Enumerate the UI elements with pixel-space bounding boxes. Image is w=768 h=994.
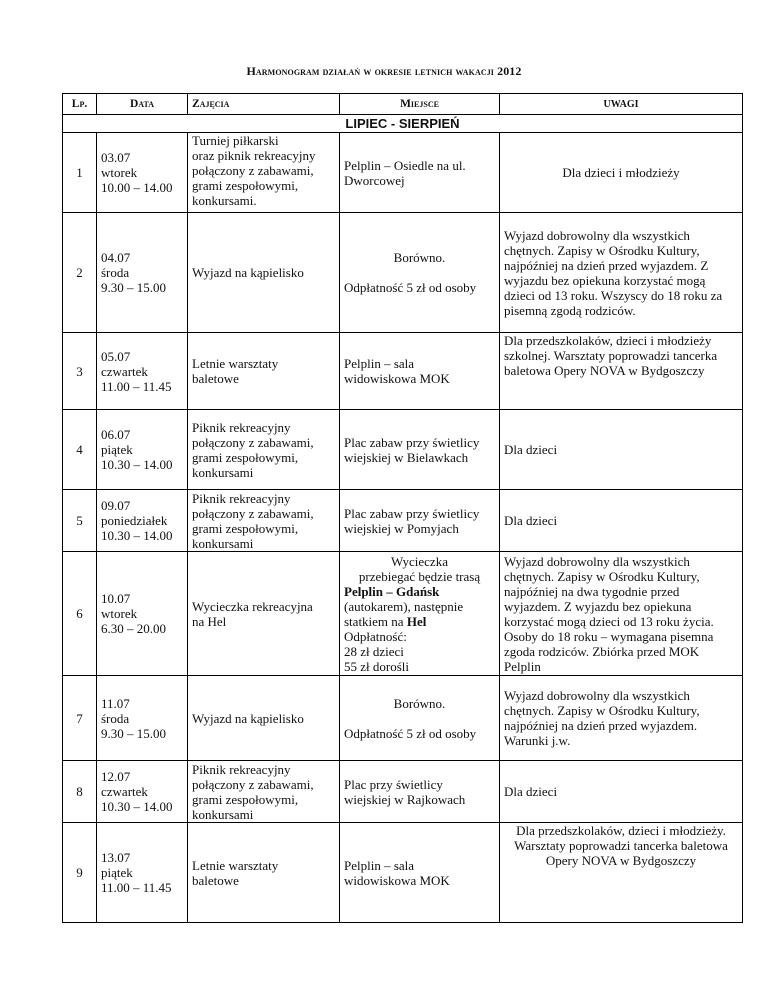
row-number: 7 [63,676,97,761]
row-number: 4 [63,410,97,490]
row-place [340,213,500,333]
table-row [63,490,743,552]
row-date: 04.07 środa 9.30 – 15.00 [97,213,188,333]
row-activity: Letnie warsztaty baletowe [188,823,340,923]
row-place: Plac przy świetlicy wiejskiej w Rajkowach [340,761,500,823]
row-notes: Wyjazd dobrowolny dla wszystkich chętnych. Zapisy w Ośrodku Kultury, najpóźniej na dzień przed wyjazdem. Z wyjazdu bez opiekuna korzystać mogą dzieci od 13 roku. Wszyscy do 18 roku za pisemną zgodą rodziców. [500,213,743,333]
row-date: 11.07 środa 9.30 – 15.00 [97,676,188,761]
row-activity: Piknik rekreacyjny połączony z zabawami, grami zespołowymi, konkursami [188,761,340,823]
row-number: 1 [63,133,97,213]
header-place: Miejsce [340,94,500,115]
route-text: Pelplin – Gdańsk [344,583,440,599]
row-date: 09.07 poniedziałek 10.30 – 14.00 [97,490,188,552]
row-place: Plac zabaw przy świetlicy wiejskiej w Bielawkach [340,410,500,490]
row-number: 8 [63,761,97,823]
row-activity: Piknik rekreacyjny połączony z zabawami, grami zespołowymi, konkursami [188,410,340,490]
row-activity: Letnie warsztaty baletowe [188,333,340,410]
table-row [63,552,743,676]
schedule-table [62,93,743,923]
header-activity: Zajęcia [188,94,340,115]
table-row [63,133,743,213]
row-place: Pelplin – Osiedle na ul. Dworcowej [340,133,500,213]
row-date: 10.07 wtorek 6.30 – 20.00 [97,552,188,676]
section-row [63,115,743,133]
section-heading: LIPIEC - SIERPIEŃ [63,115,743,133]
row-activity: Wyjazd na kąpielisko [188,213,340,333]
row-place [340,552,500,676]
row-date: 12.07 czwartek 10.30 – 14.00 [97,761,188,823]
row-notes: Dla dzieci [500,761,743,823]
row-place: Pelplin – sala widowiskowa MOK [340,823,500,923]
row-notes: Wyjazd dobrowolny dla wszystkich chętnych. Zapisy w Ośrodku Kultury, najpóźniej na dwa tygodnie przed wyjazdem. Z wyjazdu bez opiekuna korzystać mogą dzieci od 13 roku życia. Osoby do 18 roku – wymagana pisemna zgoda rodziców. Zbiórka przed MOK Pelplin [500,552,743,676]
row-place: Pelplin – sala widowiskowa MOK [340,333,500,410]
place-line: Odpłatność 5 zł od osoby [344,280,477,295]
table-row [63,410,743,490]
row-notes: Dla dzieci i młodzieży [500,133,743,213]
row-activity: Turniej piłkarski oraz piknik rekreacyjny połączony z zabawami, grami zespołowymi, konkursami. [188,133,340,213]
row-number: 2 [63,213,97,333]
place-intro: Wycieczka przebiegać będzie trasą [358,553,481,584]
document-title: Harmonogram działań w okresie letnich wakacji 2012 [246,64,522,78]
row-number: 5 [63,490,97,552]
row-number: 6 [63,552,97,676]
header-notes: UWAGI [500,94,743,115]
row-date: 13.07 piątek 11.00 – 11.45 [97,823,188,923]
row-notes: Dla przedszkolaków, dzieci i młodzieży. Warsztaty poprowadzi tancerka baletowa Opery NOVA w Bydgoszczy [500,823,743,923]
place-fees: Odpłatność: 28 zł dzieci 55 zł dorośli [344,628,409,674]
row-number: 3 [63,333,97,410]
row-place [340,676,500,761]
table-row [63,213,743,333]
row-date: 03.07 wtorek 10.00 – 14.00 [97,133,188,213]
row-activity: Wyjazd na kąpielisko [188,676,340,761]
row-activity: Piknik rekreacyjny połączony z zabawami, grami zespołowymi, konkursami [188,490,340,552]
row-notes: Dla dzieci [500,490,743,552]
table-row [63,823,743,923]
place-line: Odpłatność 5 zł od osoby [344,725,477,741]
row-notes: Dla przedszkolaków, dzieci i młodzieży szkolnej. Warsztaty poprowadzi tancerka baletowa Opery NOVA w Bydgoszczy [500,333,743,410]
row-notes: Wyjazd dobrowolny dla wszystkich chętnych. Zapisy w Ośrodku Kultury, najpóźniej na dzień przed wyjazdem. Warunki j.w. [500,676,743,761]
place-transport: (autokarem), następnie statkiem na [344,598,464,629]
row-number: 9 [63,823,97,923]
row-place: Plac zabaw przy świetlicy wiejskiej w Pomyjach [340,490,500,552]
table-row [63,333,743,410]
row-date: 06.07 piątek 10.30 – 14.00 [97,410,188,490]
header-date: Data [97,94,188,115]
table-row [63,676,743,761]
row-date: 05.07 czwartek 11.00 – 11.45 [97,333,188,410]
table-row [63,761,743,823]
header-row [63,94,743,115]
place-line: Borówno. [393,695,446,711]
header-lp: Lp. [63,94,97,115]
row-activity: Wycieczka rekreacyjna na Hel [188,552,340,676]
destination-text: Hel [406,613,427,629]
place-line: Borówno. [393,250,446,265]
row-notes: Dla dzieci [500,410,743,490]
